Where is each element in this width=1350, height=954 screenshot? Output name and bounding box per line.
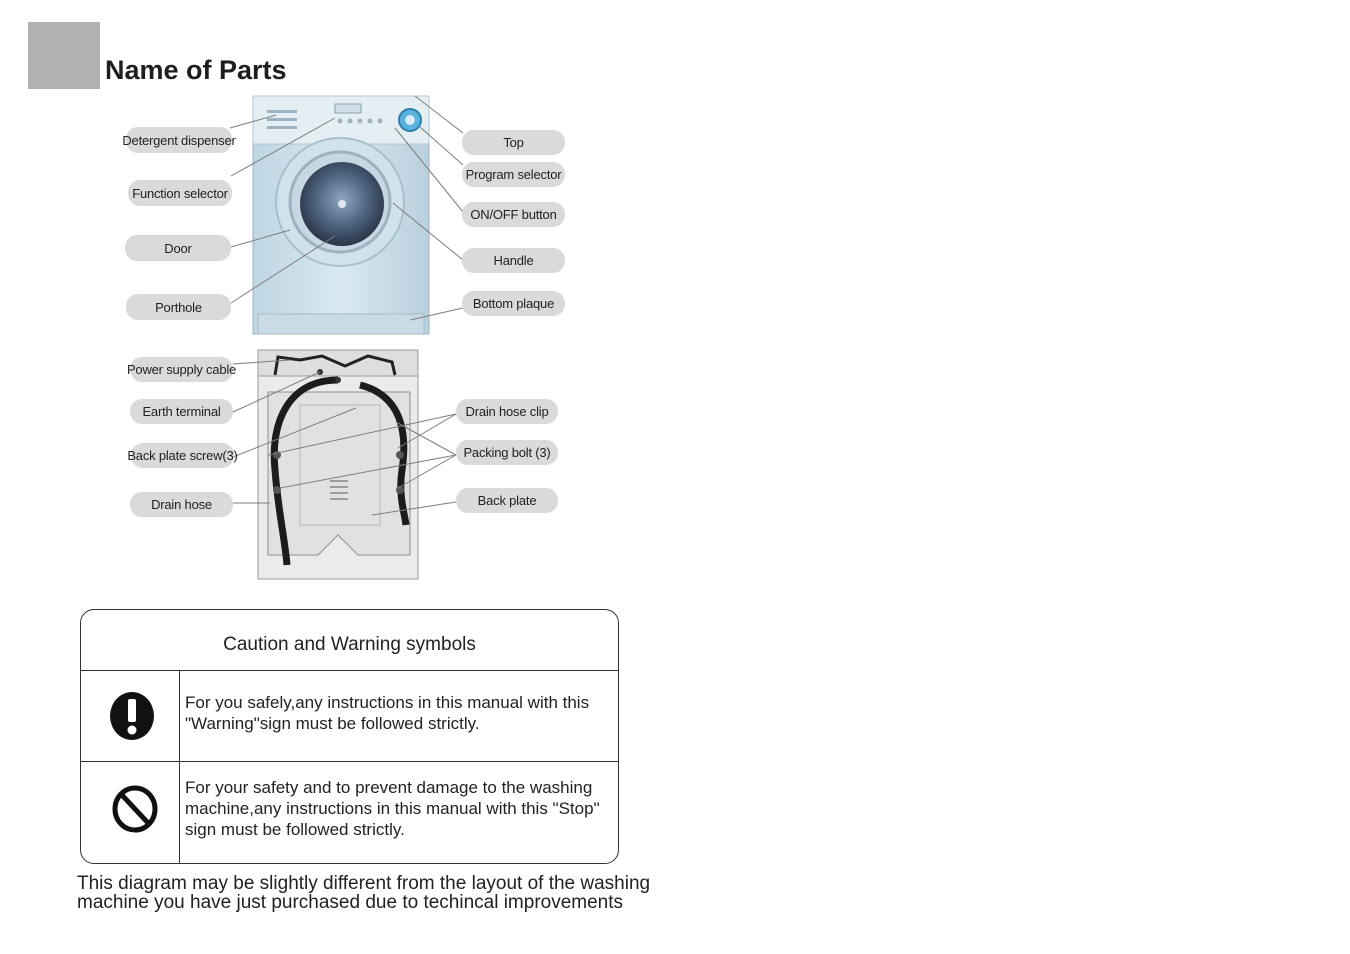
label-handle: Handle bbox=[462, 248, 565, 273]
front-machine-image bbox=[253, 96, 429, 334]
stop-row bbox=[81, 762, 618, 863]
label-back-plate-screw: Back plate screw(3) bbox=[131, 443, 234, 468]
label-bottom-plaque: Bottom plaque bbox=[462, 291, 565, 316]
label-drain-hose: Drain hose bbox=[130, 492, 233, 517]
label-program-selector: Program selector bbox=[462, 162, 565, 187]
back-machine-image bbox=[258, 350, 418, 579]
label-drain-hose-clip: Drain hose clip bbox=[456, 399, 558, 424]
caution-heading: Caution and Warning symbols bbox=[81, 610, 618, 671]
label-detergent-dispenser: Detergent dispenser bbox=[126, 127, 232, 153]
caution-table bbox=[80, 609, 619, 864]
label-on-off-button: ON/OFF button bbox=[462, 202, 565, 227]
page-title: Name of Parts bbox=[105, 55, 287, 85]
label-power-supply-cable: Power supply cable bbox=[130, 357, 233, 382]
label-earth-terminal: Earth terminal bbox=[130, 399, 233, 424]
stop-icon-cell bbox=[81, 762, 180, 863]
label-function-selector: Function selector bbox=[128, 180, 232, 206]
label-porthole: Porthole bbox=[126, 294, 231, 320]
label-back-plate: Back plate bbox=[456, 488, 558, 513]
label-packing-bolt: Packing bolt (3) bbox=[456, 440, 558, 465]
warning-text: For you safely,any instructions in this manual with this "Warning"sign must be followed strictly. bbox=[185, 693, 590, 733]
label-top: Top bbox=[462, 130, 565, 155]
warning-icon-cell bbox=[81, 670, 180, 761]
stop-text: For your safety and to prevent damage to the washing machine,any instructions in this manual with this "Stop" sign must be followed strictly. bbox=[185, 778, 600, 839]
exclamation-icon bbox=[109, 691, 155, 741]
label-door: Door bbox=[125, 235, 231, 261]
warning-row bbox=[81, 670, 618, 762]
footnote: This diagram may be slightly different from the layout of the washing machine you have just purchased due to techincal improvements bbox=[77, 873, 651, 913]
prohibition-icon bbox=[112, 785, 158, 833]
